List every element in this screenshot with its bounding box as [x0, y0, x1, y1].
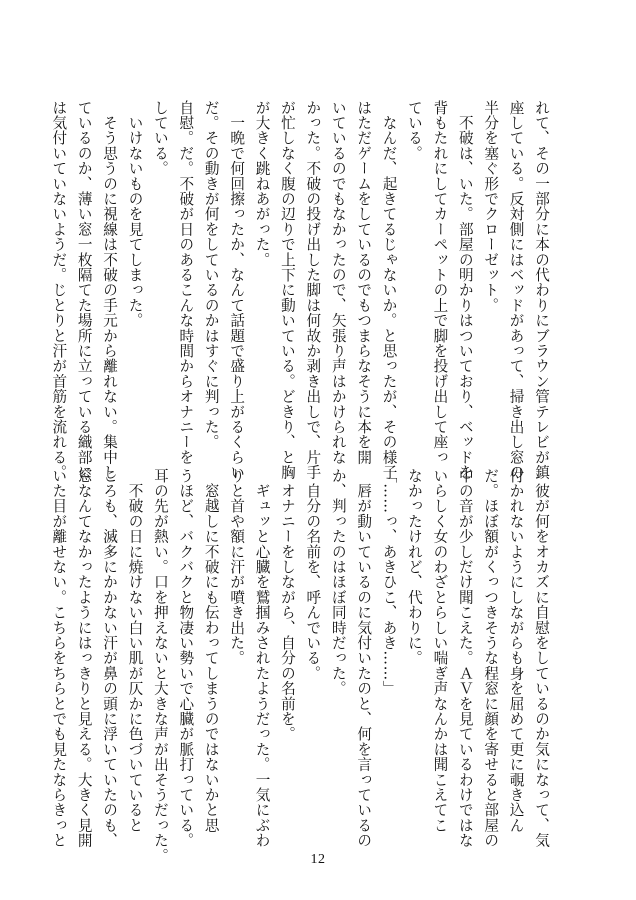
text-line: だ。ほぼ額がくっつきそうな程窓に顔を寄せると部屋の: [482, 468, 500, 848]
text-line: だ。その動きが何をしているのかはすぐに判った。: [202, 100, 220, 450]
text-line: 窓なんてなかったようにはっきりと見える。大きく見開: [75, 468, 93, 848]
text-line: か、判ったのはほぼ同時だった。: [329, 468, 347, 696]
text-line: れて、その一部分に本の代わりにブラウン管テレビが鎮: [533, 100, 550, 480]
text-line: 耳の先が熱い。口を押えないと大きな声が出そうだった。: [151, 468, 169, 864]
text-line: なかったけれど、代わりに。: [405, 468, 423, 666]
text-line: 不破の日に焼けない白い肌が仄かに色づいていると: [126, 468, 144, 833]
text-line: が忙しなく腹の辺りで上下に動いている。どきり、と胸: [278, 100, 296, 480]
text-line: 一晩で何回擦ったか、なんて話題で盛り上がるくらい: [228, 100, 246, 480]
text-line: ギュッと心臓を鷲掴みされたようだった。一気にぶわ: [253, 468, 271, 848]
text-line: いているのでもなかったので、矢張り声はかけられな: [329, 100, 347, 465]
text-line: ているのか、薄い窓一枚隔てた場所に立っている織部に: [75, 100, 93, 480]
text-line: かった。不破の投げ出した脚は何故か剥き出しで、片手: [304, 100, 322, 480]
text-line: 窓越しに不破にも伝わってしまうのではないかと思: [202, 468, 220, 833]
text-line: 不破は、いた。部屋の明かりはついており、ベッドを: [456, 100, 474, 480]
text-line: なんだ、起きてるじゃないか。と思ったが、その様子: [380, 100, 398, 480]
text-line: は気付いていないようだ。じとりと汗が首筋を流れる。: [50, 100, 68, 480]
text-line: オナニーをしながら、自分の名前を。: [278, 468, 296, 742]
text-line: 座している。反対側にはベッドがあって、掃き出し窓の: [507, 100, 525, 480]
text-line: している。: [151, 100, 169, 176]
text-line: そう思うのに視線は不破の手元から離れない。集中し: [101, 100, 119, 480]
text-line: ている。: [405, 100, 423, 161]
text-line: いらしく女のわざとらしい喘ぎ声なんかは聞こえてこ: [431, 468, 449, 833]
text-line: うほど、バクバクと物凄い勢いで心臓が脈打っている。: [177, 468, 195, 848]
text-line: 半分を塞ぐ形でクローゼット。: [482, 100, 500, 313]
text-line: はただゲームをしているのでもつまらなそうに本を開: [355, 100, 373, 465]
page-number: 12: [310, 852, 326, 867]
text-line: いた目が離せない。こちらをちらとでも見たならきっと: [50, 468, 68, 848]
upper-text-block: [50, 100, 554, 480]
text-line: 付かれないようにしながらも身を屈めて更に覗き込ん: [507, 468, 525, 833]
text-line: 自慰。だ。不破が日のあるこんな時間からオナニーを: [177, 100, 195, 465]
text-line: 唇が動いているのに気付いたのと、何を言っているの: [355, 468, 373, 848]
text-line: りと首や額に汗が噴き出た。: [228, 468, 246, 666]
text-line: が大きく跳ねあがった。: [253, 100, 271, 268]
text-line: ころも、滅多にかかない汗が鼻の頭に浮いていたのも、: [101, 468, 119, 848]
text-line: 背もたれにしてカーペットの上で脚を投げ出して座っ: [431, 100, 449, 465]
text-line: いけないものを見てしまった。: [126, 100, 144, 328]
text-line: 彼が何をオカズに自慰をしているのか気になって、気: [533, 468, 550, 848]
text-line: 「……っ、あきひこ、あき……」: [380, 468, 398, 696]
text-line: 中の音が少しだけ聞こえた。ＡＶを見ているわけではな: [456, 468, 474, 848]
text-line: 自分の名前を、呼んでいる。: [304, 468, 322, 681]
